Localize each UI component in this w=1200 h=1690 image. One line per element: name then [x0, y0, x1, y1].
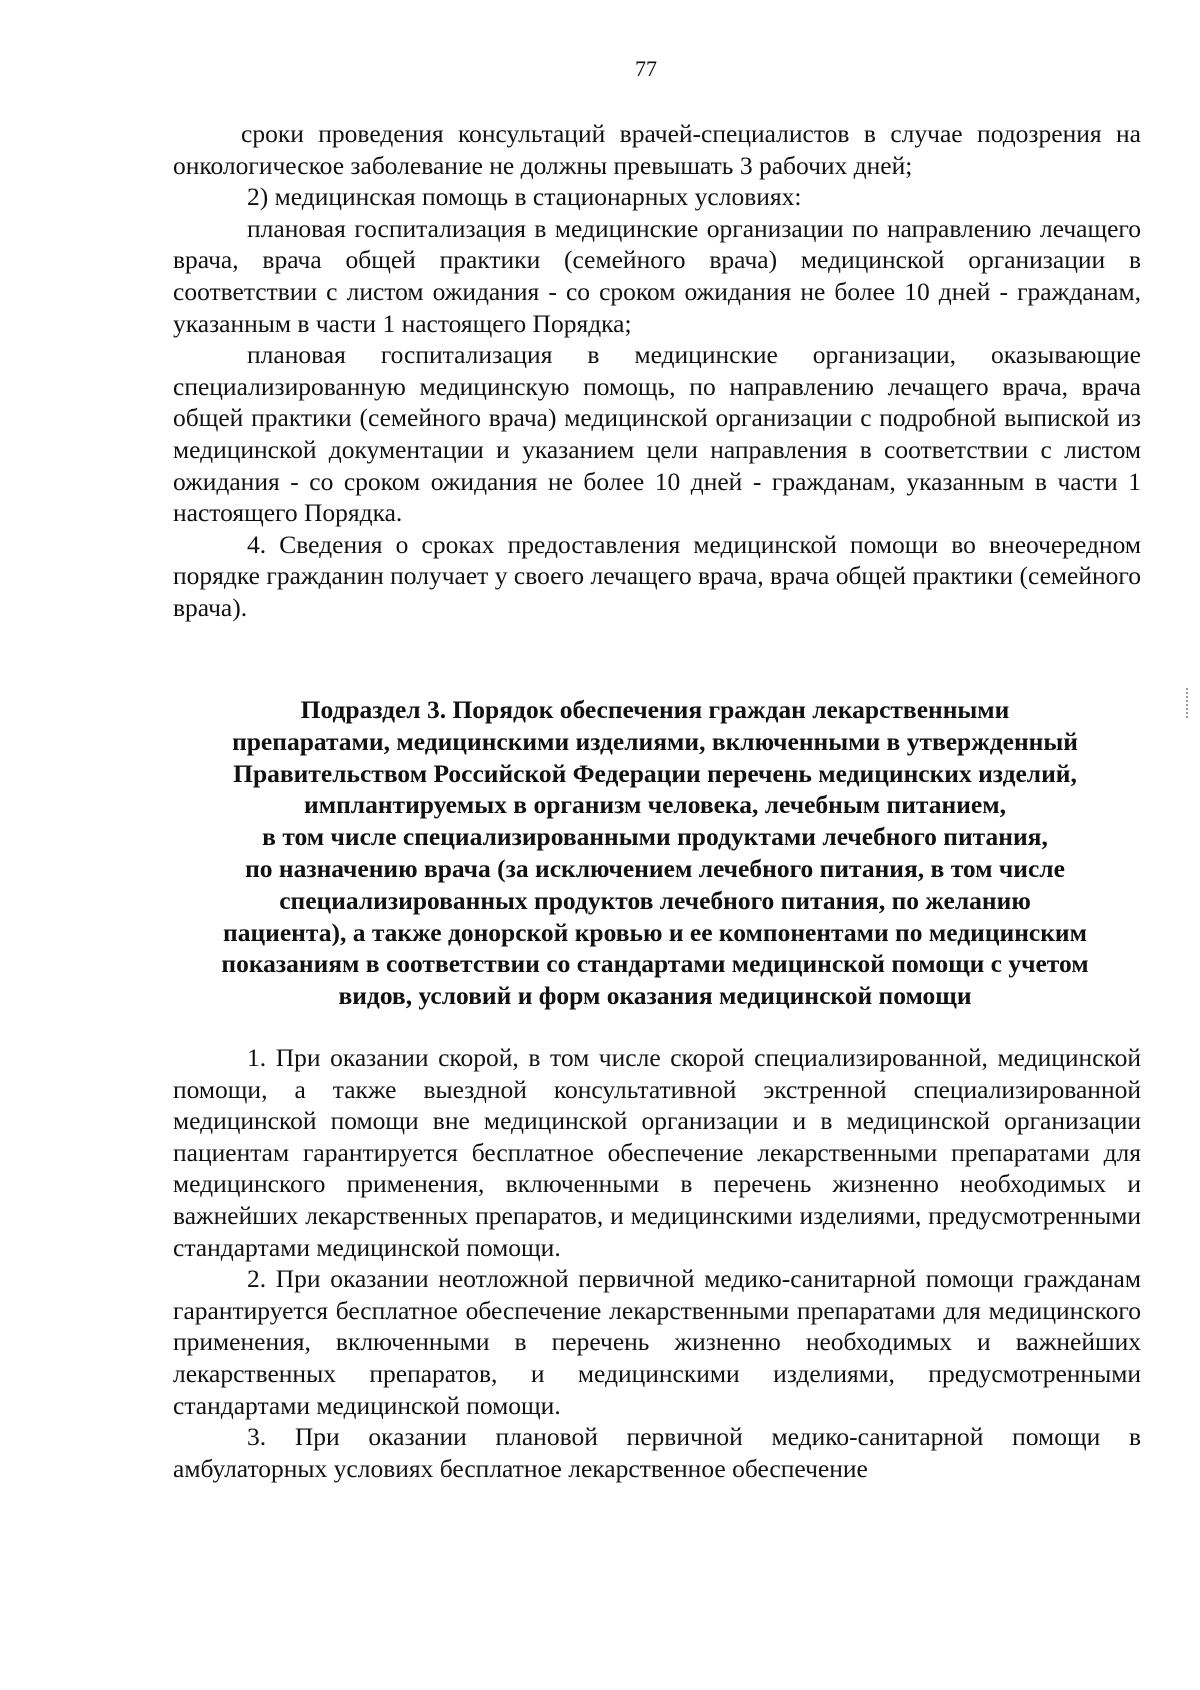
paragraph-consultation-terms: сроки проведения консультаций врачей-специалистов в случае подозрения на онкологическое заболевание не должны превышать 3 рабочих дней; — [173, 119, 1141, 180]
heading-line: имплантируемых в организм человека, лечебным питанием, — [304, 790, 1006, 820]
subsection-heading — [150, 694, 1160, 1012]
paragraph-priority-info: 4. Сведения о сроках предоставления медицинской помощи во внеочередном порядке гражданин получает у своего лечащего врача, врача общей практики (семейного врача). — [173, 529, 1141, 622]
heading-line: специализированных продуктов лечебного питания, по желанию — [279, 885, 1031, 915]
paragraph-outpatient-supply: 3. При оказании плановой первичной медико-санитарной помощи в амбулаторных условиях бесплатное лекарственное обеспечение — [173, 1422, 1141, 1483]
heading-line: в том числе специализированными продуктами лечебного питания, — [262, 822, 1048, 852]
page-number: 77 — [635, 56, 657, 81]
heading-line: препаратами, медицинскими изделиями, включенными в утвержденный — [232, 726, 1078, 756]
paragraph-emergency-care-supply: 1. При оказании скорой, в том числе скорой специализированной, медицинской помощи, а также выездной консультативной экстренной специализированной медицинской помощи вне медицинской организации и в медицинской организации пациентам гарантируется бесплатное обеспечение лекарственными препаратами для медицинского применения, включенными в перечень жизненно необходимых и важнейших лекарственных препаратов, и медицинскими изделиями, предусмотренными стандартами медицинской помощи. — [173, 1043, 1141, 1262]
top-text-block — [173, 118, 1141, 624]
heading-line: видов, условий и форм оказания медицинской помощи — [338, 981, 972, 1011]
paragraph-inpatient-care: 2) медицинская помощь в стационарных условиях: — [247, 182, 802, 212]
heading-line: пациента), а также донорской кровью и ее компонентами по медицинским — [223, 917, 1087, 947]
heading-line: Подраздел 3. Порядок обеспечения граждан лекарственными — [300, 695, 1010, 724]
paragraph-specialized-hospitalization: плановая госпитализация в медицинские организации, оказывающие специализированную медицинскую помощь, по направлению лечащего врача, врача общей практики (семейного врача) медицинской организации с подробной выпиской из медицинской документации и указанием цели направления в соответствии с листом ожидания - со сроком ожидания не более 10 дней - гражданам, указанным в части 1 настоящего Порядка. — [173, 340, 1141, 528]
bottom-text-block — [173, 1042, 1141, 1484]
scan-margin-mark — [1186, 688, 1190, 718]
paragraph-planned-hospitalization: плановая госпитализация в медицинские организации по направлению лечащего врача, врача общей практики (семейного врача) медицинской организации в соответствии с листом ожидания - со сроком ожидания не более 10 дней - гражданам, указанным в части 1 настоящего Порядка; — [173, 213, 1141, 338]
heading-line: показаниям в соответствии со стандартами медицинской помощи с учетом — [221, 949, 1089, 979]
heading-line: по назначению врача (за исключением лечебного питания, в том числе — [245, 853, 1065, 883]
paragraph-urgent-care-supply: 2. При оказании неотложной первичной медико-санитарной помощи гражданам гарантируется бесплатное обеспечение лекарственными препаратами для медицинского применения, включенными в перечень жизненно необходимых и важнейших лекарственных препаратов, и медицинскими изделиями, предусмотренными стандартами медицинской помощи. — [173, 1264, 1141, 1420]
heading-line: Правительством Российской Федерации перечень медицинских изделий, — [233, 758, 1077, 788]
